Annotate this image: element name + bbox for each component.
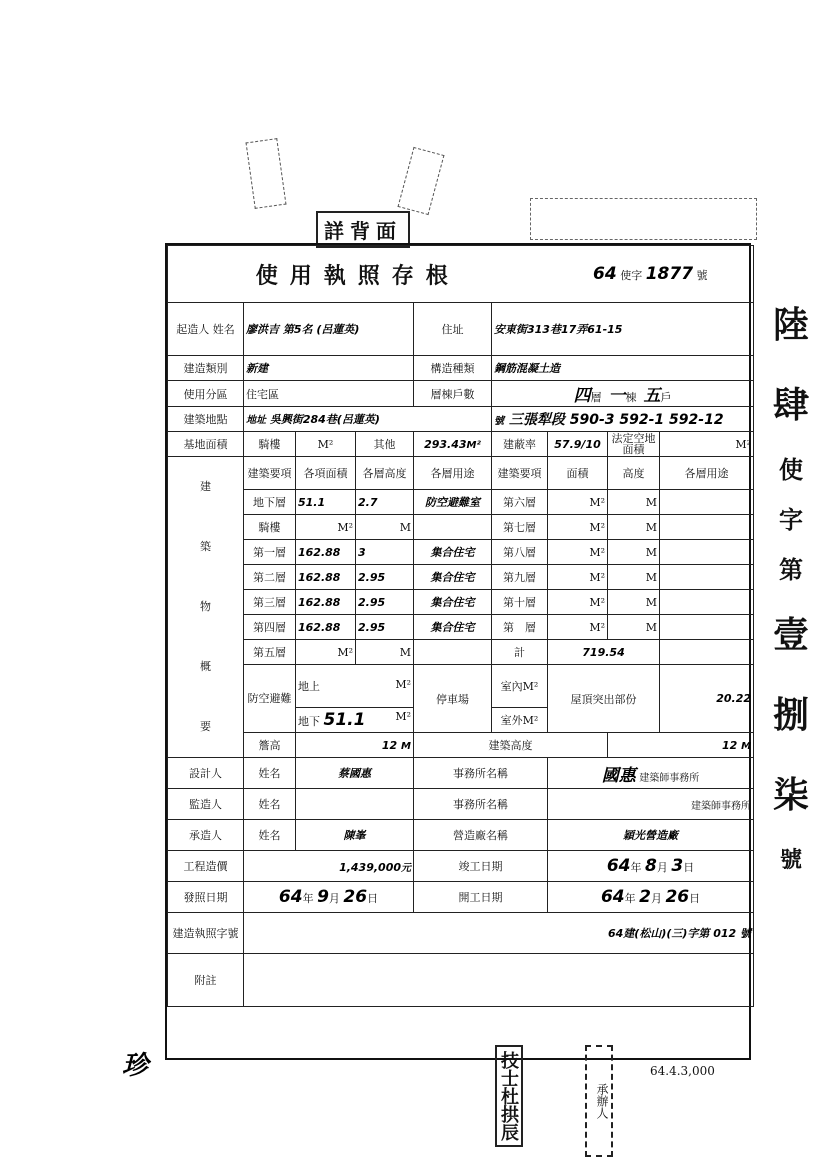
above-unit: M² [395, 678, 411, 691]
air-raid-above [296, 665, 414, 708]
site-value [244, 407, 492, 432]
designer-office-suffix: 建築師事務所 [639, 772, 700, 784]
bldg-height-unit: M [741, 740, 752, 752]
buildings-unit: 棟 [625, 391, 637, 404]
head-right-height: 高度 [608, 457, 660, 490]
below-label: 地下 [298, 715, 320, 728]
floor-use [414, 515, 492, 540]
floors-value [492, 381, 754, 407]
cost-label: 工程造價 [168, 851, 244, 882]
head-left-use: 各層用途 [414, 457, 492, 490]
outdoor-unit: M² [522, 714, 539, 727]
above-label: 地上 [298, 680, 320, 693]
build-type-value: 新建 [244, 356, 414, 381]
eave-unit: M [401, 740, 411, 752]
floor-right-use [660, 590, 754, 615]
day-unit: 日 [683, 861, 695, 874]
designer-name-label: 姓名 [244, 758, 296, 789]
floor-height: 2.95 [356, 590, 414, 615]
bldg-height-cell [608, 733, 754, 758]
floor-use: 防空避難室 [414, 490, 492, 515]
zone-value: 住宅區 [244, 381, 414, 407]
permit-year: 64 [593, 264, 617, 284]
permit-label: 使字 [620, 269, 643, 282]
floor-area-unit: M² [296, 640, 356, 665]
side-vertical-char: 第 [779, 555, 803, 584]
start-label: 開工日期 [414, 882, 548, 913]
side-char: 物 [200, 600, 211, 613]
permit-number-cell [548, 246, 754, 303]
permit-number: 1877 [645, 264, 694, 284]
completion-day: 3 [671, 856, 684, 876]
floor-right-area-unit: M² [548, 540, 608, 565]
head-right-use: 各層用途 [660, 457, 754, 490]
cost-value: 1,439,000 [339, 860, 401, 874]
parking-label: 停車場 [414, 665, 492, 733]
corner-stamp-left [245, 138, 286, 209]
seal-handler: 承辦人 [585, 1045, 613, 1157]
lot-label: 號 [494, 416, 504, 427]
floor-right-height-unit: M [608, 565, 660, 590]
outdoor-cell [492, 708, 548, 733]
side-vertical-char: 字 [779, 505, 803, 534]
total-area: 719.54 [548, 640, 660, 665]
floor-right-name: 第九層 [492, 565, 548, 590]
start-day: 26 [665, 887, 690, 907]
floor-area: 162.88 [296, 590, 356, 615]
below-unit: M² [395, 710, 411, 723]
site-address: 吳興街284巷(呂蓮英) [269, 413, 380, 426]
side-char: 要 [200, 720, 211, 733]
total-use [660, 640, 754, 665]
cost-unit: 元 [401, 862, 411, 874]
originator-value: 廖洪吉 第5名 (呂蓮英) [244, 303, 414, 356]
floor-right-name: 第 層 [492, 615, 548, 640]
floor-name: 第四層 [244, 615, 296, 640]
coverage-value: 57.9/10 [548, 432, 608, 457]
month-unit: 月 [650, 892, 662, 905]
structure-label: 構造種類 [414, 356, 492, 381]
issue-year: 64 [278, 887, 303, 907]
units-unit: 戶 [660, 391, 672, 404]
floor-area-unit: M² [296, 515, 356, 540]
cost-cell [244, 851, 414, 882]
other-label: 其他 [356, 432, 414, 457]
address-label: 住址 [414, 303, 492, 356]
year-unit: 年 [624, 892, 636, 905]
issue-month: 9 [317, 887, 329, 907]
floor-right-area-unit: M² [548, 515, 608, 540]
floor-height-unit: M [356, 640, 414, 665]
contractor-label: 承造人 [168, 820, 244, 851]
eave-cell [296, 733, 414, 758]
designer-office-cell [548, 758, 754, 789]
floor-right-use [660, 515, 754, 540]
arcade-label: 騎樓 [244, 432, 296, 457]
floor-area: 51.1 [296, 490, 356, 515]
floor-name: 地下層 [244, 490, 296, 515]
form-table [167, 245, 754, 1007]
day-unit: 日 [689, 892, 701, 905]
floor-area: 162.88 [296, 565, 356, 590]
day-unit: 日 [367, 892, 379, 905]
designer-office: 國惠 [601, 765, 636, 786]
completion-date [548, 851, 754, 882]
notes-value [244, 954, 754, 1007]
supervisor-office-label: 事務所名稱 [414, 789, 548, 820]
floor-height-unit: M [356, 515, 414, 540]
floor-right-name: 第八層 [492, 540, 548, 565]
air-raid-below [296, 708, 414, 733]
address-value: 安東街313巷17弄61-15 [492, 303, 754, 356]
floor-right-use [660, 565, 754, 590]
floor-name: 第一層 [244, 540, 296, 565]
floor-right-area-unit: M² [548, 590, 608, 615]
floor-use [414, 640, 492, 665]
completion-month: 8 [645, 856, 657, 876]
issue-date [244, 882, 414, 913]
month-unit: 月 [328, 892, 340, 905]
permit-form [165, 243, 751, 1060]
floor-right-name: 第六層 [492, 490, 548, 515]
corner-stamp-mid [398, 147, 445, 215]
permit-suffix: 號 [696, 269, 708, 282]
floor-right-name: 第七層 [492, 515, 548, 540]
side-vertical-char: 柒 [772, 774, 809, 816]
area-label: 基地面積 [168, 432, 244, 457]
side-vertical-char: 陸 [772, 304, 809, 346]
month-unit: 月 [656, 861, 668, 874]
issue-label: 發照日期 [168, 882, 244, 913]
floor-area: 162.88 [296, 615, 356, 640]
site-sub-label: 地址 [246, 415, 266, 426]
coverage-label: 建蔽率 [492, 432, 548, 457]
air-raid-label: 防空避難 [244, 665, 296, 733]
side-char: 築 [200, 540, 211, 553]
zone-label: 使用分區 [168, 381, 244, 407]
site-label: 建築地點 [168, 407, 244, 432]
open-space-unit: M² [660, 432, 754, 457]
floor-right-area-unit: M² [548, 490, 608, 515]
supervisor-name-label: 姓名 [244, 789, 296, 820]
floor-right-use [660, 615, 754, 640]
floors-label: 層棟戶數 [414, 381, 492, 407]
floor-right-area-unit: M² [548, 565, 608, 590]
bldg-height-value: 12 [721, 738, 738, 752]
title-cell [168, 246, 548, 303]
supervisor-label: 監造人 [168, 789, 244, 820]
floor-right-area-unit: M² [548, 615, 608, 640]
completion-year: 64 [606, 856, 631, 876]
notes-label: 附註 [168, 954, 244, 1007]
floor-area: 162.88 [296, 540, 356, 565]
floor-right-name: 第十層 [492, 590, 548, 615]
year-unit: 年 [630, 861, 642, 874]
start-year: 64 [600, 887, 625, 907]
contractor-company: 穎光營造廠 [548, 820, 754, 851]
indoor-label: 室內 [500, 680, 523, 693]
building-side-label [168, 457, 244, 758]
floor-height: 2.7 [356, 490, 414, 515]
designer-name: 蔡國惠 [296, 758, 414, 789]
start-month: 2 [639, 887, 651, 907]
designer-label: 設計人 [168, 758, 244, 789]
head-left-item: 建築要項 [244, 457, 296, 490]
issue-day: 26 [343, 887, 368, 907]
floor-use: 集合住宅 [414, 540, 492, 565]
floor-right-height-unit: M [608, 615, 660, 640]
side-vertical-char: 壹 [772, 614, 809, 656]
seal-inspector: 技士杜拱辰 [495, 1045, 523, 1147]
floors-unit: 層 [590, 391, 602, 404]
head-right-area: 面積 [548, 457, 608, 490]
start-date [548, 882, 754, 913]
other-area [414, 432, 492, 457]
eave-label: 簷高 [244, 733, 296, 758]
floors-count: 四 [573, 386, 591, 406]
contractor-company-label: 營造廠名稱 [414, 820, 548, 851]
lot-number: 三張犁段 590-3 592-1 592-12 [508, 412, 724, 428]
floor-use: 集合住宅 [414, 565, 492, 590]
contractor-name-label: 姓名 [244, 820, 296, 851]
side-vertical-code [766, 285, 816, 885]
bldg-height-label: 建築高度 [414, 733, 608, 758]
head-left-height: 各層高度 [356, 457, 414, 490]
lot-value [492, 407, 754, 432]
side-vertical-char: 使 [779, 455, 803, 484]
registry-stamp [530, 198, 757, 240]
outdoor-label: 室外 [500, 714, 523, 727]
supervisor-name [296, 789, 414, 820]
floor-right-height-unit: M [608, 515, 660, 540]
open-space-label: 法定空地面積 [608, 432, 660, 457]
roof-label: 屋頂突出部份 [548, 665, 660, 733]
footer-code: 64.4.3,000 [650, 1064, 715, 1078]
contractor-name: 陳峯 [296, 820, 414, 851]
indoor-cell [492, 665, 548, 708]
floor-use: 集合住宅 [414, 615, 492, 640]
originator-label: 起造人 姓名 [168, 303, 244, 356]
designer-office-label: 事務所名稱 [414, 758, 548, 789]
supervisor-office-suffix: 建築師事務所 [691, 800, 752, 812]
side-char: 建 [200, 480, 211, 493]
floor-name: 第五層 [244, 640, 296, 665]
other-area-unit: M² [466, 439, 481, 451]
head-left-area: 各項面積 [296, 457, 356, 490]
eave-value: 12 [381, 738, 398, 752]
supervisor-office-cell [548, 789, 754, 820]
build-type-label: 建造類別 [168, 356, 244, 381]
side-char: 概 [200, 660, 211, 673]
floor-right-use [660, 540, 754, 565]
header-stamp: 詳背面 [316, 211, 410, 248]
below-value: 51.1 [323, 710, 366, 730]
buildings-count: 一 [608, 386, 626, 406]
side-vertical-char: 捌 [772, 694, 809, 736]
indoor-unit: M² [522, 680, 539, 693]
floor-right-use [660, 490, 754, 515]
permit-ref-value: 64建(松山)(三)字第 012 號 [244, 913, 754, 954]
head-right-item: 建築要項 [492, 457, 548, 490]
completion-label: 竣工日期 [414, 851, 548, 882]
side-vertical-char: 號 [779, 847, 802, 873]
floor-name: 騎樓 [244, 515, 296, 540]
year-unit: 年 [302, 892, 314, 905]
roof-cell [660, 665, 754, 733]
permit-ref-label: 建造執照字號 [168, 913, 244, 954]
floor-name: 第二層 [244, 565, 296, 590]
margin-character: 珍 [122, 1051, 149, 1081]
form-title: 使用執照存根 [255, 262, 460, 289]
arcade-unit: M² [296, 432, 356, 457]
floor-right-height-unit: M [608, 590, 660, 615]
floor-height: 2.95 [356, 615, 414, 640]
floor-height: 3 [356, 540, 414, 565]
roof-value: 20.22 [716, 692, 752, 705]
units-count: 五 [643, 386, 661, 406]
structure-value: 鋼筋混凝土造 [492, 356, 754, 381]
total-label: 計 [492, 640, 548, 665]
other-area-value: 293.43 [424, 437, 467, 451]
floor-right-height-unit: M [608, 540, 660, 565]
side-vertical-char: 肆 [772, 384, 809, 426]
floor-right-height-unit: M [608, 490, 660, 515]
floor-name: 第三層 [244, 590, 296, 615]
floor-use: 集合住宅 [414, 590, 492, 615]
floor-height: 2.95 [356, 565, 414, 590]
